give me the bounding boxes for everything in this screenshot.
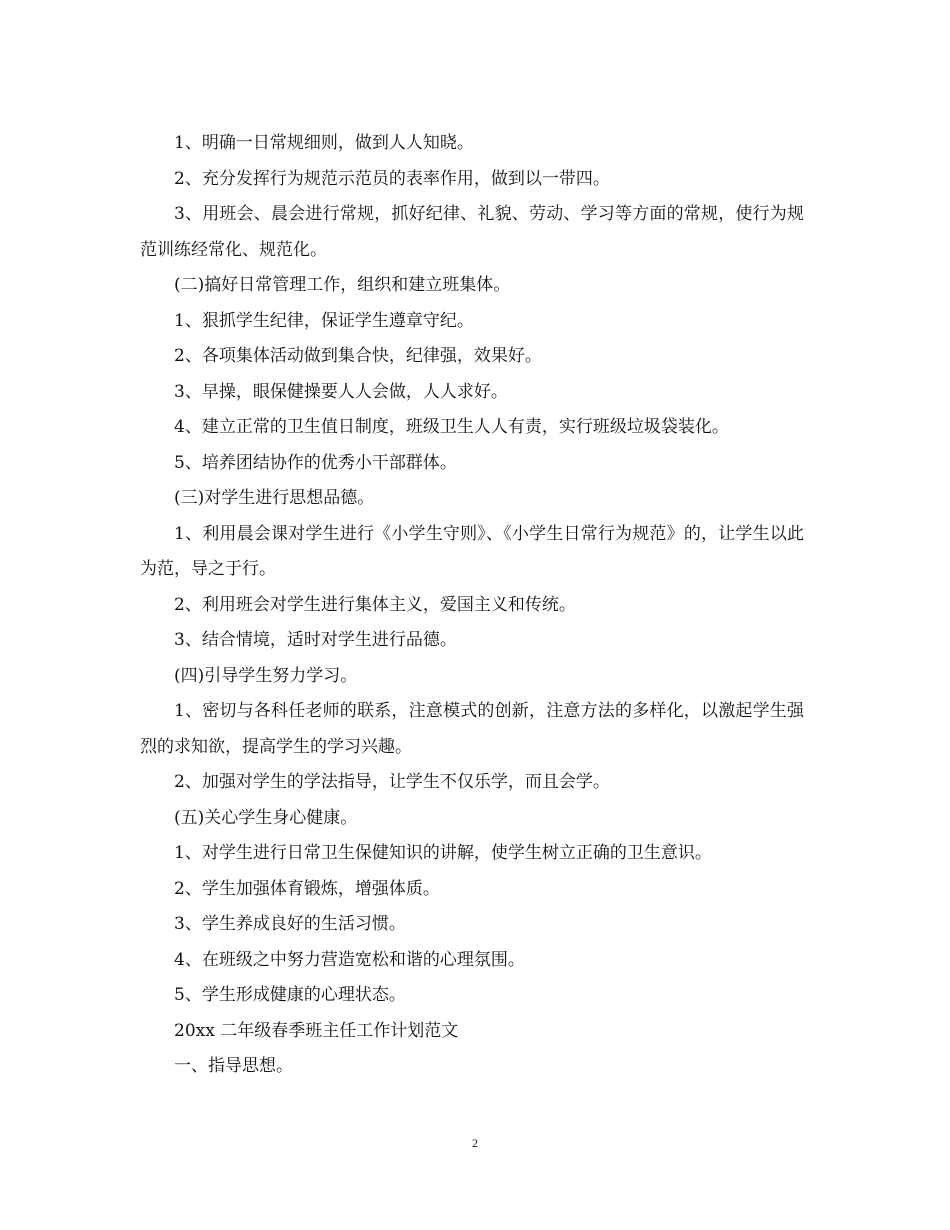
paragraph: (五)关心学生身心健康。 xyxy=(174,807,358,828)
paragraph: 3、用班会、晨会进行常规，抓好纪律、礼貌、劳动、学习等方面的常规，使行为规范训练经常化、规范化。 xyxy=(140,204,804,260)
paragraph: 3、结合情境，适时对学生进行品德。 xyxy=(174,630,457,650)
paragraph: 2、学生加强体育锻炼，增强体质。 xyxy=(174,878,440,899)
paragraph: 3、早操，眼保健操要人人会做，人人求好。 xyxy=(174,381,508,402)
paragraph: 5、培养团结协作的优秀小干部群体。 xyxy=(174,452,457,473)
paragraph: 3、学生养成良好的生活习惯。 xyxy=(174,914,406,934)
paragraph: 2、充分发挥行为规范示范员的表率作用，做到以一带四。 xyxy=(174,168,610,189)
page-number: 2 xyxy=(472,1136,478,1150)
paragraph: (四)引导学生努力学习。 xyxy=(174,665,358,686)
paragraph: 5、学生形成健康的心理状态。 xyxy=(174,985,406,1005)
paragraph: 一、指导思想。 xyxy=(174,1056,293,1076)
paragraph: 4、在班级之中努力营造宽松和谐的心理氛围。 xyxy=(174,949,525,970)
paragraph: 2、各项集体活动做到集合快，纪律强，效果好。 xyxy=(174,346,542,366)
paragraph: 2、加强对学生的学法指导，让学生不仅乐学，而且会学。 xyxy=(174,772,610,792)
paragraph: 1、对学生进行日常卫生保健知识的讲解，使学生树立正确的卫生意识。 xyxy=(174,843,712,863)
paragraph: 1、明确一日常规细则，做到人人知晓。 xyxy=(174,133,474,153)
paragraph: 1、利用晨会课对学生进行《小学生守则》、《小学生日常行为规范》的，让学生以此为范，导之于行。 xyxy=(140,523,804,579)
paragraph: (三)对学生进行思想品德。 xyxy=(174,488,375,508)
paragraph: 4、建立正常的卫生值日制度，班级卫生人人有责，实行班级垃圾袋装化。 xyxy=(174,417,729,437)
paragraph: 1、狠抓学生纪律，保证学生遵章守纪。 xyxy=(174,310,474,331)
paragraph: 1、密切与各科任老师的联系，注意模式的创新，注意方法的多样化，以激起学生强烈的求知欲，提高学生的学习兴趣。 xyxy=(140,701,804,757)
section-heading: 20xx 二年级春季班主任工作计划范文 xyxy=(174,1020,459,1041)
document-body xyxy=(140,126,804,1085)
paragraph: 2、利用班会对学生进行集体主义，爱国主义和传统。 xyxy=(174,594,576,615)
paragraph: (二)搞好日常管理工作，组织和建立班集体。 xyxy=(174,275,511,295)
